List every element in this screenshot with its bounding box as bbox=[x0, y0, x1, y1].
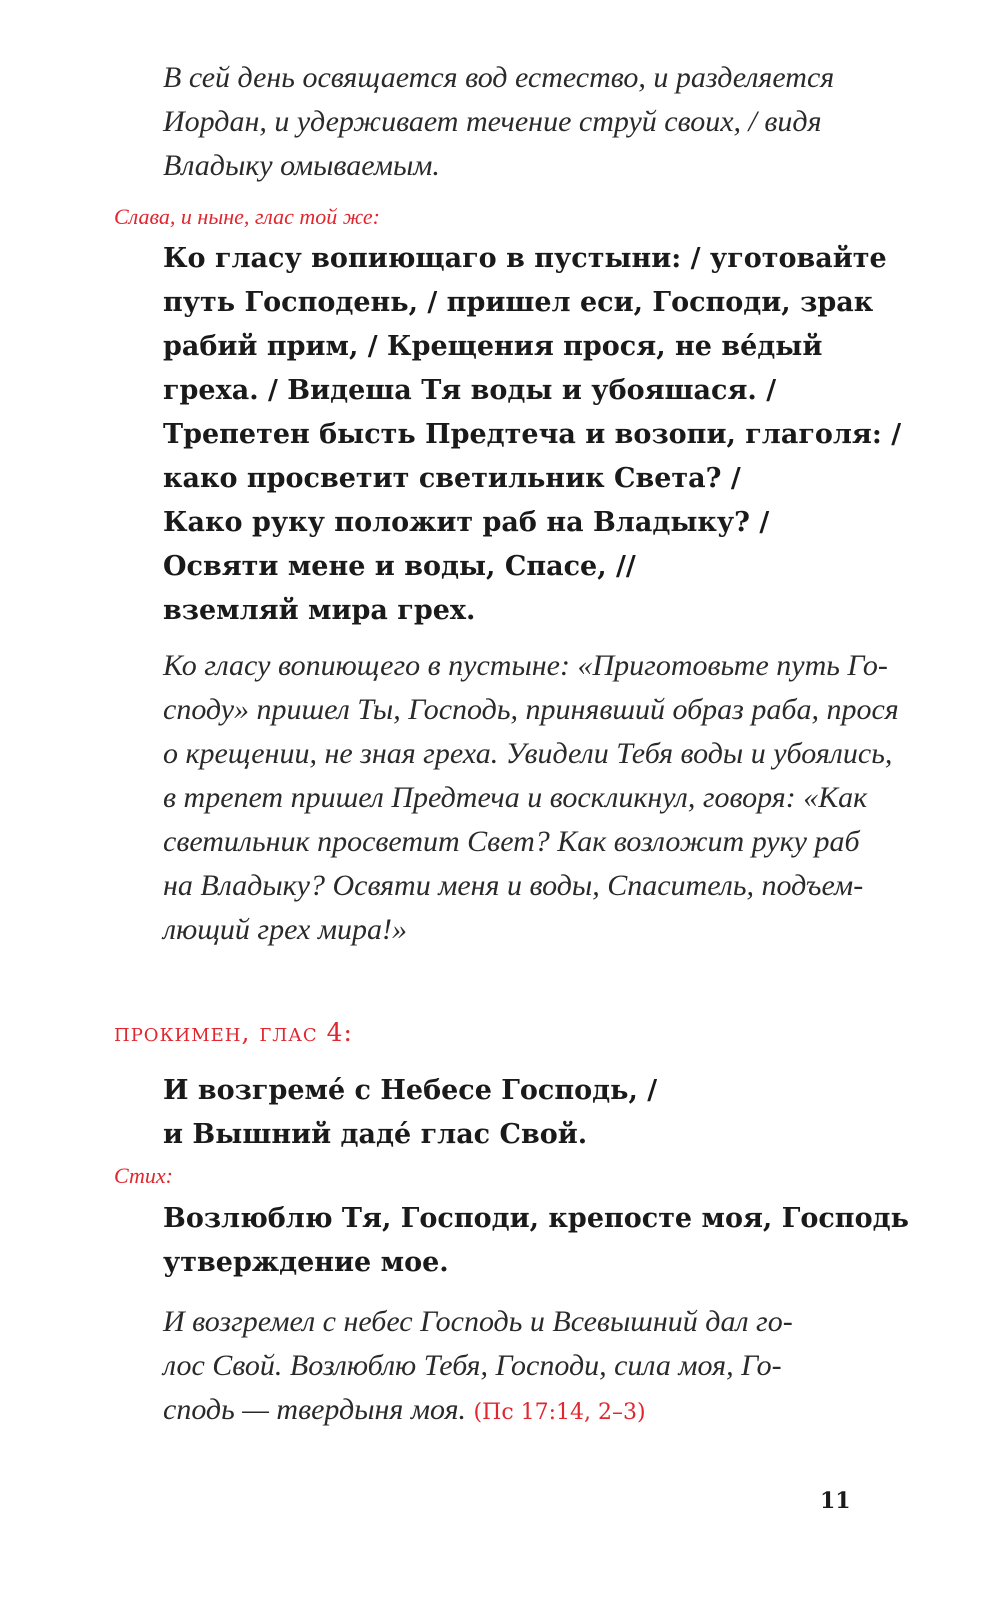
text-line: путь Господень, / пришел еси, Господи, зрак bbox=[163, 287, 874, 318]
text-line: Ко гласу вопиющего в пустыне: «Приготовьте путь Го- bbox=[163, 649, 888, 682]
text-line: како просветит светильник Света? / bbox=[163, 463, 741, 494]
text-line: споду» пришел Ты, Господь, принявший образ раба, прося bbox=[163, 693, 899, 726]
stih-text bbox=[163, 1197, 909, 1285]
text-line: вземляй мира грех. bbox=[163, 595, 476, 626]
stih-rubric: Стих: bbox=[114, 1163, 173, 1188]
text-line: светильник просветит Свет? Как возложит руку раб bbox=[163, 825, 860, 858]
slava-rubric: Слава, и ныне, глас той же: bbox=[114, 204, 380, 229]
text-line: утверждение мое. bbox=[163, 1247, 449, 1278]
final-translation bbox=[163, 1300, 853, 1435]
prokimen-text bbox=[163, 1069, 853, 1157]
text-line: Иордан, и удерживает течение струй своих, / видя bbox=[163, 105, 822, 138]
text-line-content: сподь — твердыня моя. bbox=[163, 1393, 467, 1426]
text-line: Ко гласу вопиющаго в пустыни: / уготовайте bbox=[163, 243, 887, 274]
text-line: Трепетен бысть Предтеча и возопи, глаголя: / bbox=[163, 419, 902, 450]
text-line: лос Свой. Возлюблю Тебя, Господи, сила моя, Го- bbox=[163, 1349, 782, 1382]
slava-hymn bbox=[163, 237, 902, 633]
text-line: Како руку положит раб на Владыку? / bbox=[163, 507, 770, 538]
text-line: Освяти мене и воды, Спасе, // bbox=[163, 551, 636, 582]
slava-translation bbox=[163, 644, 899, 952]
prokimen-heading: прокимен, глас 4: bbox=[114, 1018, 353, 1047]
text-line: Возлюблю Тя, Господи, крепосте моя, Господь bbox=[163, 1203, 909, 1234]
text-line: на Владыку? Освяти меня и воды, Спаситель, подъем- bbox=[163, 869, 864, 902]
text-line: Владыку омываемым. bbox=[163, 149, 440, 182]
text-line: в трепет пришел Предтеча и воскликнул, говоря: «Как bbox=[163, 781, 868, 814]
intro-translation bbox=[163, 56, 853, 188]
text-line: лющий грех мира!» bbox=[163, 913, 407, 946]
text-line: И возгреме́ с Небесе Господь, / bbox=[163, 1075, 658, 1106]
text-line: и Вышний даде́ глас Свой. bbox=[163, 1119, 588, 1150]
page-number: 11 bbox=[820, 1488, 851, 1514]
text-line: рабий прим, / Крещения прося, не ве́дый bbox=[163, 331, 823, 362]
text-line bbox=[163, 1388, 853, 1435]
text-line: И возгремел с небес Господь и Всевышний дал го- bbox=[163, 1305, 793, 1338]
text-line: греха. / Видеша Тя воды и убояшася. / bbox=[163, 375, 777, 406]
scripture-reference: (Пс 17:14, 2–3) bbox=[473, 1400, 646, 1425]
text-line: В сей день освящается вод естество, и разделяется bbox=[163, 61, 835, 94]
text-line: о крещении, не зная греха. Увидели Тебя воды и убоялись, bbox=[163, 737, 893, 770]
